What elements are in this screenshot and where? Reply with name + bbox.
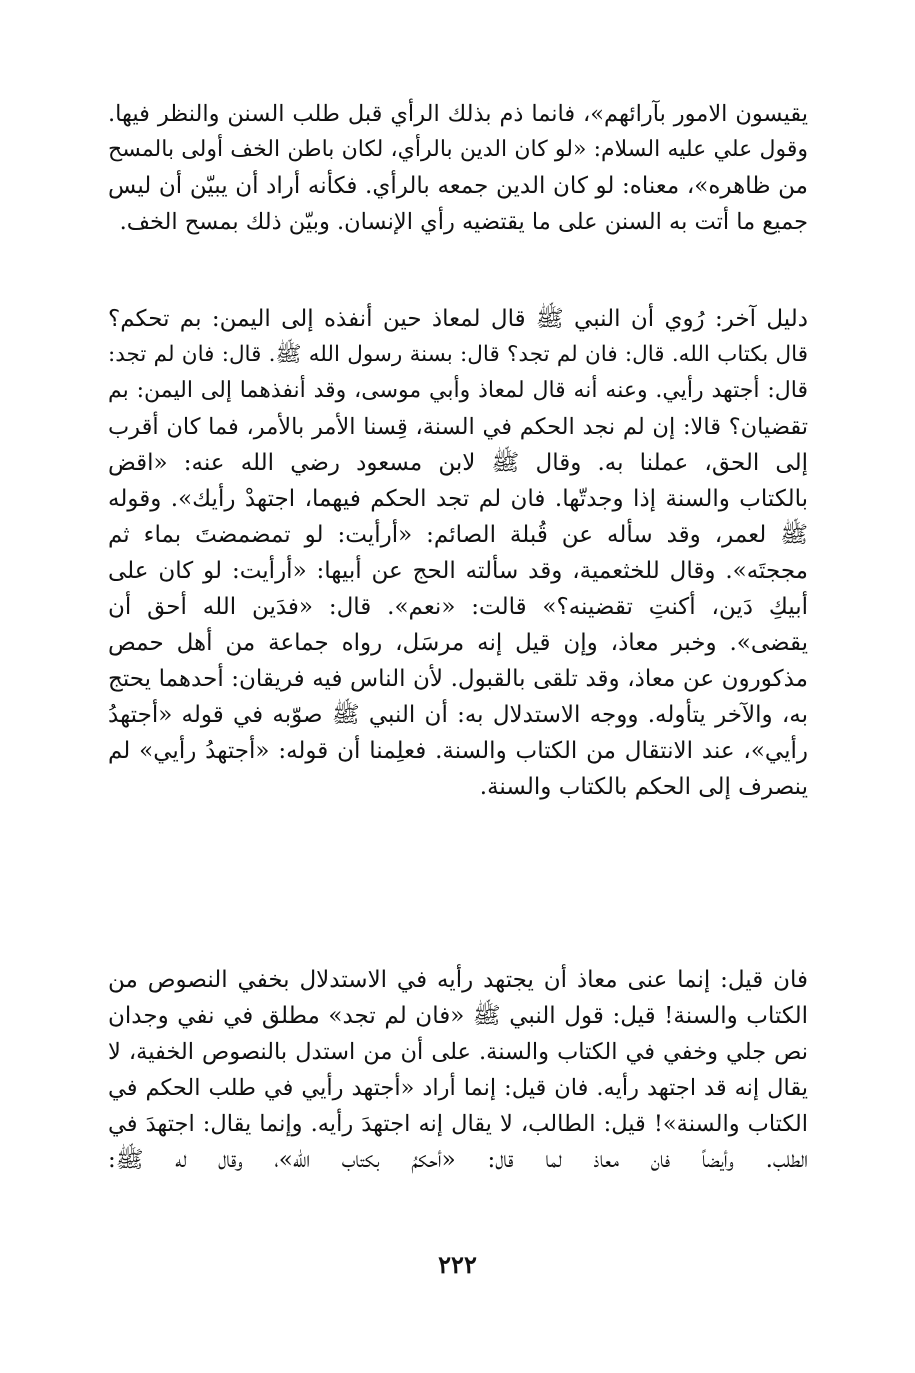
text-line: يقال إنه قد اجتهد رأيه. فان قيل: إنما أراد «أجتهد رأيي في طلب الحكم في — [108, 1075, 808, 1101]
text-line: به، والآخر يتأوله. ووجه الاستدلال به: أن النبي ﷺ صوّبه في قوله «أجتهدُ — [108, 702, 808, 728]
paragraph-1 — [108, 96, 808, 240]
text-line: الكتاب والسنة»! قيل: الطالب، لا يقال إنه اجتهدَ رأيه. وإنما يقال: اجتهدَ في — [108, 1111, 808, 1137]
text-line: يقيسون الامور بآرائهم»، فانما ذم بذلك الرأي قبل طلب السنن والنظر فيها. — [108, 101, 808, 127]
text-line: نص جلي وخفي في الكتاب والسنة. على أن من استدل بالنصوص الخفية، لا — [108, 1039, 808, 1065]
paragraph-2 — [108, 301, 808, 805]
text-line: مذكورون عن معاذ، وقد تلقى بالقبول. لأن الناس فيه فريقان: أحدهما يحتج — [108, 666, 808, 692]
text-line: الكتاب والسنة! قيل: قول النبي ﷺ «فان لم تجد» مطلق في نفي وجدان — [108, 1003, 808, 1029]
text-line: أبيكِ دَين، أكنتِ تقضينه؟» قالت: «نعم». قال: «فدَين الله أحق أن — [108, 594, 808, 620]
text-line: فان قيل: إنما عنى معاذ أن يجتهد رأيه في الاستدلال بخفي النصوص من — [108, 967, 808, 993]
text-line: جميع ما أتت به السنن على ما يقتضيه رأي الإنسان. وبيّن ذلك بمسح الخف. — [119, 209, 808, 235]
text-line: من ظاهره»، معناه: لو كان الدين جمعه بالرأي. فكأنه أراد أن يبيّن أن ليس — [108, 173, 808, 199]
paragraph-3 — [108, 962, 808, 1178]
text-line: قال بكتاب الله. قال: فان لم تجد؟ قال: بسنة رسول الله ﷺ. قال: فان لم تجد: — [108, 342, 808, 367]
text-line: وقول علي عليه السلام: «لو كان الدين بالرأي، لكان باطن الخف أولى بالمسح — [108, 137, 808, 162]
text-line: الطلب. وأيضاً فان معاذ لما قال: «أحكمُ بكتاب الله»، وقال له ﷺ: — [108, 1147, 808, 1173]
text-line: ينصرف إلى الحكم بالكتاب والسنة. — [479, 774, 808, 800]
text-line: إلى الحق، عملنا به. وقال ﷺ لابن مسعود رضي الله عنه: «اقض — [108, 450, 808, 476]
text-line: دليل آخر: رُوي أن النبي ﷺ قال لمعاذ حين أنفذه إلى اليمن: بم تحكم؟ — [108, 306, 808, 332]
text-line: يقضى». وخبر معاذ، وإن قيل إنه مرسَل، رواه جماعة من أهل حمص — [108, 630, 808, 656]
text-line: رأيي»، عند الانتقال من الكتاب والسنة. فعلِمنا أن قوله: «أجتهدُ رأيي» لم — [108, 738, 808, 764]
text-line: تقضيان؟ قالا: إن لم نجد الحكم في السنة، قِسنا الأمر بالأمر، فما كان أقرب — [108, 414, 808, 440]
text-line: ﷺ لعمر، وقد سأله عن قُبلة الصائم: «أرأيت: لو تمضمضتَ بماء ثم — [108, 522, 808, 548]
page-number: ٢٢٢ — [438, 1250, 477, 1279]
text-line: بالكتاب والسنة إذا وجدتّها. فان لم تجد الحكم فيهما، اجتهدْ رأيك». وقوله — [108, 486, 808, 512]
text-line: مججتَه». وقال للخثعمية، وقد سألته الحج عن أبيها: «أرأيت: لو كان على — [108, 558, 808, 584]
text-line: قال: أجتهد رأيي. وعنه أنه قال لمعاذ وأبي موسى، وقد أنفذهما إلى اليمن: بم — [108, 378, 808, 403]
